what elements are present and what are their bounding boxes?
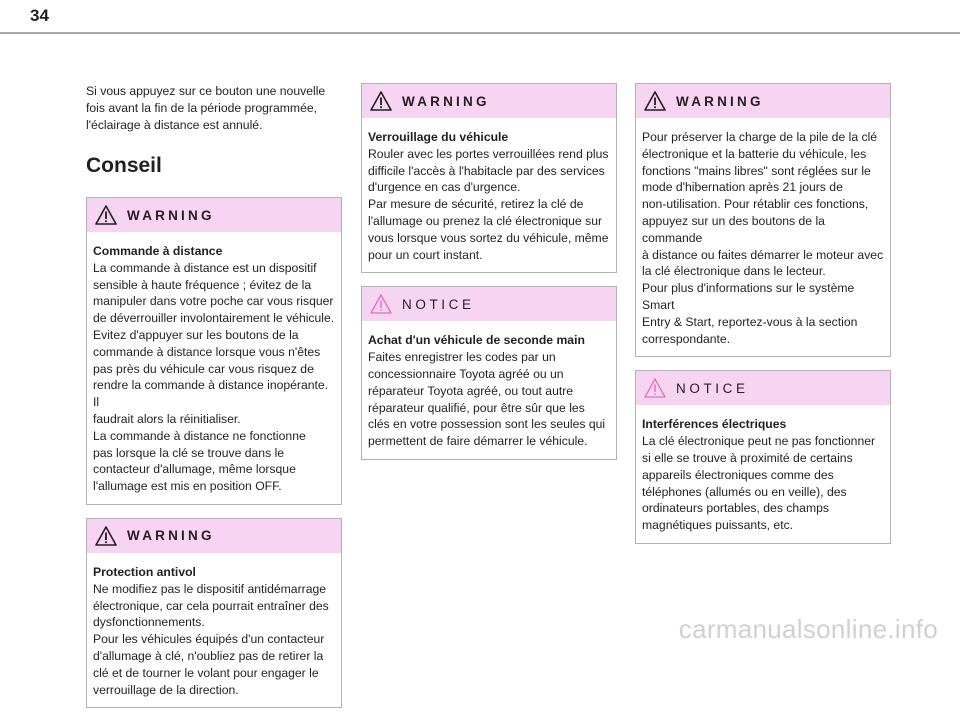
box-body	[87, 232, 341, 504]
box-title: NOTICE	[402, 296, 475, 312]
box-text: Faites enregistrer les codes par un concessionnaire Toyota agréé ou un réparateur Toyota agréé, ou tout autre réparateur qualifié, pour être sûr que les clés en votre possession sont les seules qui permettent de faire démarrer le véhicule.	[368, 350, 606, 449]
box-subhead: Commande à distance	[93, 244, 223, 258]
box-title: WARNING	[127, 528, 215, 544]
warning-box-remote	[86, 197, 342, 505]
notice-icon	[644, 378, 666, 398]
section-title: Conseil	[86, 154, 162, 177]
watermark: carmanualsonline.info	[678, 614, 938, 644]
box-subhead: Verrouillage du véhicule	[368, 130, 509, 144]
box-body	[636, 118, 890, 356]
notice-icon	[370, 294, 392, 314]
box-text: Ne modifiez pas le dispositif antidémarrage électronique, car cela pourrait entraîner des dysfonctionnements. Pour les véhicules équipés d'un contacteur d'allumage à clé, n'oubliez pas de retirer la clé et de tourner le volant pour engager le verrouillage de la direction.	[93, 581, 329, 697]
warning-icon	[95, 526, 117, 546]
box-body	[87, 553, 341, 707]
box-header	[636, 371, 890, 405]
box-header	[636, 84, 890, 118]
warning-icon	[644, 91, 666, 111]
column-3	[635, 83, 891, 557]
box-text: Pour préserver la charge de la pile de la clé électronique et la batterie du véhicule, les fonctions "mains libres" sont réglées sur le mode d'hibernation après 21 jours de non-utilisation. Pour rétablir ces fonctions, appuyez sur un des boutons de la commande à distance ou faites démarrer le moteur avec la clé électronique dans le lecteur. Pour plus d'informations sur le système Smart Entry & Start, reportez-vous à la section correspondante.	[642, 130, 884, 346]
notice-box-used-vehicle	[361, 286, 617, 460]
column-1	[86, 83, 342, 721]
warning-icon	[370, 91, 392, 111]
warning-box-antitheft	[86, 518, 342, 708]
box-text: Rouler avec les portes verrouillées rend plus difficile l'accès à l'habitacle par des services d'urgence en cas d'urgence. Par mesure de sécurité, retirez la clé de l'allumage ou prenez la clé électronique sur vous lorsque vous sortez du véhicule, même pour un court instant.	[368, 146, 609, 262]
warning-box-locking	[361, 83, 617, 273]
header-divider	[0, 32, 960, 34]
box-subhead: Interférences électriques	[642, 417, 787, 432]
box-header	[362, 84, 616, 118]
box-title: NOTICE	[676, 380, 749, 396]
warning-icon	[95, 205, 117, 225]
box-text: La commande à distance est un dispositif sensible à haute fréquence ; évitez de la manipuler dans votre poche car vous risquer de déverrouiller involontairement le véhicule. Evitez d'appuyer sur les boutons de la commande à distance lorsque vous n'êtes pas près du véhicule car vous risquez de rendre la commande à distance inopérante. Il faudrait alors la réinitialiser. La commande à distance ne fonctionne pas lorsque la clé se trouve dans le contacteur d'allumage, même lorsque l'allumage est mis en position OFF.	[93, 260, 335, 494]
box-text: La clé électronique peut ne pas fonctionner si elle se trouve à proximité de certains appareils électroniques comme des téléphones (allumés ou en veille), des ordinateurs portables, des champs magnétiques puissants, etc.	[642, 434, 876, 533]
box-body	[636, 405, 890, 543]
box-title: WARNING	[127, 207, 215, 223]
box-body	[362, 321, 616, 459]
box-title: WARNING	[676, 93, 764, 109]
box-header	[362, 287, 616, 321]
box-header	[87, 198, 341, 232]
page-number: 34	[30, 6, 49, 25]
notice-box-interference	[635, 370, 891, 544]
box-subhead: Protection antivol	[93, 564, 196, 579]
intro-text: Si vous appuyez sur ce bouton une nouvelle fois avant la fin de la période programmée, l'éclairage à distance est annulé.	[86, 84, 326, 132]
box-title: WARNING	[402, 93, 490, 109]
warning-box-battery	[635, 83, 891, 357]
box-header	[87, 519, 341, 553]
column-2	[361, 83, 617, 473]
box-subhead: Achat d'un véhicule de seconde main	[368, 333, 585, 348]
box-body	[362, 118, 616, 272]
